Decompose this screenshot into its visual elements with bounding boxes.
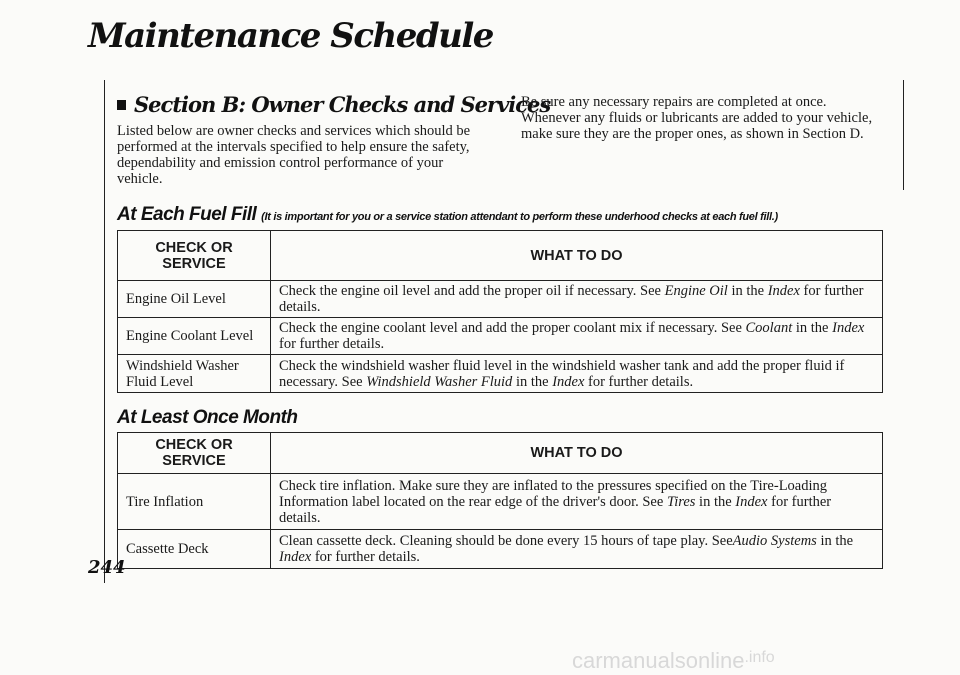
check-item: Windshield Washer Fluid Level: [118, 355, 271, 393]
section-heading-text: Section B: Owner Checks and Services: [134, 92, 551, 117]
text-segment: Check the engine oil level and add the proper oil if necessary. See: [279, 283, 665, 299]
index-reference: Index: [552, 373, 585, 390]
text-segment: Check the windshield washer fluid level in the windshield washer tank and add the proper fluid if necessary. See: [279, 357, 845, 390]
index-reference: Coolant: [745, 320, 793, 336]
index-reference: Engine Oil: [664, 283, 728, 299]
text-segment: for further details.: [279, 493, 832, 526]
text-segment: in the: [695, 493, 736, 510]
check-item: Cassette Deck: [118, 530, 271, 569]
text-segment: Check the engine coolant level and add the proper coolant mix if necessary. See: [279, 320, 746, 336]
watermark-main: carmanualsonline: [572, 648, 745, 673]
table-row: [118, 281, 883, 318]
header-check-text: CHECK OR SERVICE: [155, 239, 233, 272]
text-segment: for further details.: [584, 373, 694, 390]
what-to-do-text: [271, 281, 883, 318]
text-segment: for further details.: [279, 336, 385, 352]
fuel-fill-heading: [117, 204, 778, 226]
index-reference: Index: [735, 493, 768, 510]
fuel-fill-table: [117, 230, 883, 393]
intro-paragraph-left: Listed below are owner checks and services which should be performed at the intervals specified to help ensure the safety, dependability and emission control performance of your vehicle.: [117, 123, 471, 187]
table-row: [118, 530, 883, 569]
text-segment: Clean cassette deck. Cleaning should be done every 15 hours of tape play. See: [279, 533, 733, 549]
table-header-row: [118, 433, 883, 474]
text-segment: in the: [792, 320, 833, 336]
check-item: Tire Inflation: [118, 474, 271, 530]
text-segment: in the: [512, 373, 553, 390]
table-row: [118, 355, 883, 393]
text-segment: in the: [727, 283, 768, 299]
text-segment: for further details.: [311, 549, 420, 565]
index-reference: Audio Systems: [732, 533, 817, 549]
text-segment: in the: [816, 533, 854, 549]
index-reference: Tires: [666, 493, 696, 510]
right-margin-rule: [903, 80, 904, 190]
watermark: [572, 648, 775, 674]
index-reference: Index: [832, 320, 865, 336]
monthly-heading: At Least Once Month: [117, 407, 298, 428]
square-bullet-icon: [117, 100, 126, 110]
page-title: Maintenance Schedule: [88, 16, 493, 56]
index-reference: Index: [279, 549, 312, 565]
watermark-suffix: .info: [744, 649, 775, 666]
page-number: 244: [88, 557, 126, 578]
fuel-fill-note: (It is important for you or a service station attendant to perform these underhood checks at each fuel fill.): [261, 211, 778, 223]
header-what-to-do: WHAT TO DO: [271, 231, 883, 281]
header-check-text: CHECK OR SERVICE: [155, 437, 233, 469]
index-reference: Index: [767, 283, 800, 299]
header-check-or-service: [118, 231, 271, 281]
header-check-or-service: [118, 433, 271, 474]
what-to-do-text: [271, 474, 883, 530]
text-segment: for further details.: [279, 283, 864, 315]
section-heading: [117, 92, 550, 117]
text-segment: Check tire inflation. Make sure they are inflated to the pressures specified on the Tire-Loading Information label located on the rear edge of the driver's door. See: [279, 477, 828, 510]
table-row: [118, 474, 883, 530]
what-to-do-text: [271, 355, 883, 393]
monthly-table: [117, 432, 883, 569]
table-header-row: [118, 231, 883, 281]
check-item: Engine Oil Level: [118, 281, 271, 318]
left-margin-rule: [104, 80, 105, 583]
header-what-to-do: WHAT TO DO: [271, 433, 883, 474]
check-item: Engine Coolant Level: [118, 318, 271, 355]
what-to-do-text: [271, 318, 883, 355]
what-to-do-text: [271, 530, 883, 569]
table-row: [118, 318, 883, 355]
intro-paragraph-right: Be sure any necessary repairs are completed at once. Whenever any fluids or lubricants are added to your vehicle, make sure they are the proper ones, as shown in Section D.: [521, 94, 873, 142]
index-reference: Windshield Washer Fluid: [366, 373, 513, 390]
fuel-fill-heading-text: At Each Fuel Fill: [117, 204, 257, 225]
